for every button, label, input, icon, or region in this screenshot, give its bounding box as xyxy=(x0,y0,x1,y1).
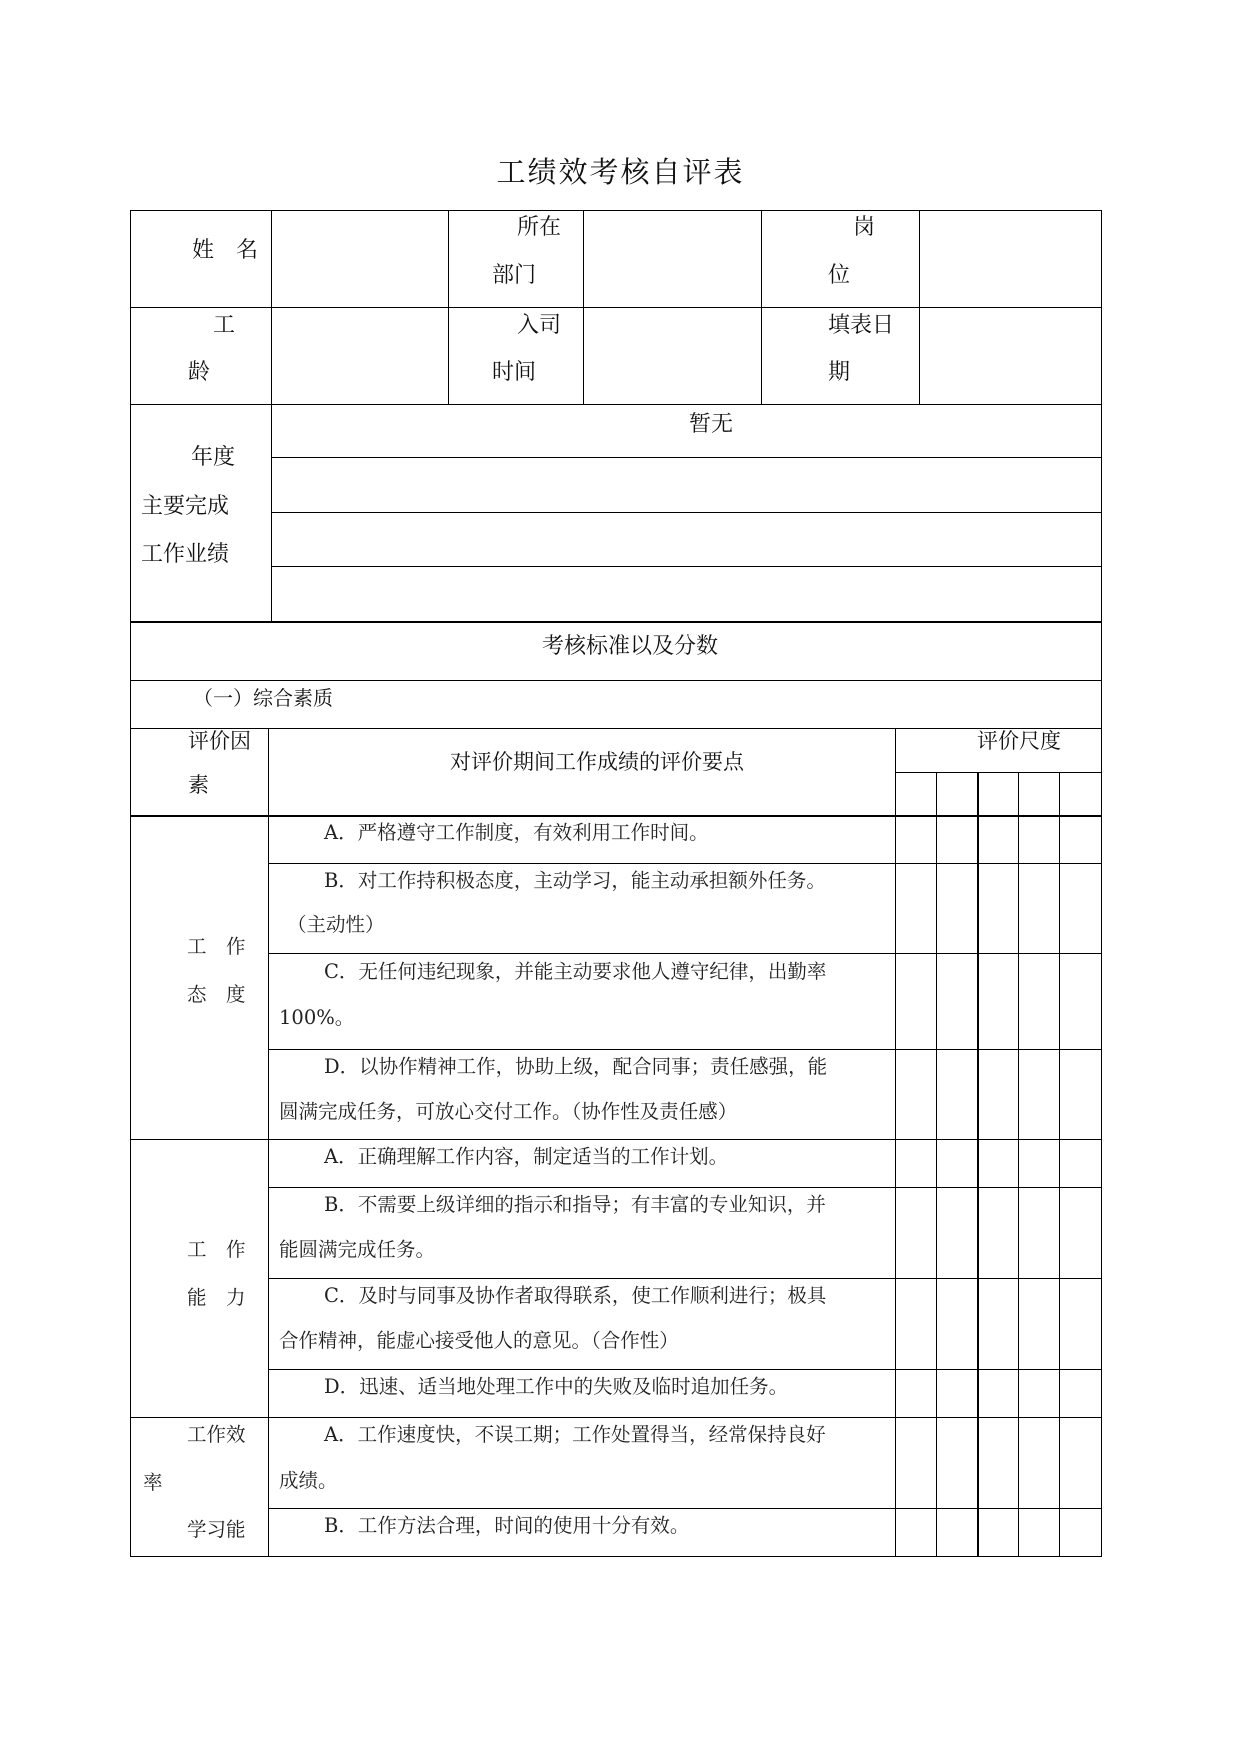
page-title: 工绩效考核自评表 xyxy=(496,155,745,189)
table-border xyxy=(130,621,1102,623)
achievements-label: 工作业绩 xyxy=(141,542,230,567)
group-label: 率 xyxy=(143,1471,163,1494)
seniority-label: 龄 xyxy=(188,360,211,385)
group-label: 工 作 xyxy=(187,1238,246,1261)
fill-date-label: 期 xyxy=(828,360,851,385)
scale-header: 评价尺度 xyxy=(977,729,1061,753)
table-border xyxy=(1059,772,1060,1557)
criterion-text: D．以协作精神工作，协助上级，配合同事；责任感强，能 xyxy=(324,1055,828,1078)
table-border xyxy=(130,728,131,1557)
table-border xyxy=(761,210,762,404)
table-border xyxy=(130,680,1102,681)
table-border xyxy=(448,210,449,404)
table-border xyxy=(895,728,896,1557)
table-border xyxy=(130,1417,1102,1418)
criterion-text: B．不需要上级详细的指示和指导；有丰富的专业知识，并 xyxy=(324,1193,826,1216)
table-border xyxy=(130,815,1102,817)
factor-header: 素 xyxy=(188,773,209,797)
group-label: 学习能 xyxy=(187,1518,246,1541)
achievement-line: 暂无 xyxy=(689,412,734,437)
table-border xyxy=(1101,728,1102,1557)
criterion-text: A．工作速度快，不误工期；工作处置得当，经常保持良好 xyxy=(324,1423,826,1446)
fill-date-label: 填表日 xyxy=(828,313,895,338)
criterion-text: 能圆满完成任务。 xyxy=(279,1238,436,1261)
achievements-label: 主要完成 xyxy=(141,494,230,519)
table-border xyxy=(130,210,1102,211)
department-label: 部门 xyxy=(492,263,537,288)
table-border xyxy=(130,404,1102,405)
table-border xyxy=(130,307,1102,308)
table-border xyxy=(130,728,1102,729)
post-label: 位 xyxy=(828,263,851,288)
criterion-text: 成绩。 xyxy=(279,1469,338,1492)
criterion-text: 圆满完成任务，可放心交付工作。（协作性及责任感） xyxy=(279,1100,738,1123)
standards-heading: 考核标准以及分数 xyxy=(542,634,719,659)
group-label: 态 度 xyxy=(187,983,246,1006)
table-border xyxy=(271,457,1102,458)
table-border xyxy=(1101,210,1102,728)
table-border xyxy=(130,1556,1102,1557)
table-border xyxy=(271,210,272,621)
criterion-text: B．对工作持积极态度，主动学习，能主动承担额外任务。 xyxy=(324,869,826,892)
table-border xyxy=(977,772,979,1557)
criterion-text: 100%。 xyxy=(279,1006,355,1029)
table-border xyxy=(130,210,131,728)
criterion-text: （主动性） xyxy=(287,913,385,936)
points-header: 对评价期间工作成绩的评价要点 xyxy=(450,750,744,774)
table-border xyxy=(895,772,1102,773)
criterion-text: A．严格遵守工作制度，有效利用工作时间。 xyxy=(324,821,709,844)
criterion-text: C．无任何违纪现象，并能主动要求他人遵守纪律，出勤率 xyxy=(324,960,827,983)
seniority-label: 工 xyxy=(213,313,236,338)
join-date-label: 入司 xyxy=(517,313,562,338)
criterion-text: D．迅速、适当地处理工作中的失败及临时追加任务。 xyxy=(324,1375,789,1398)
group-label: 能 力 xyxy=(187,1286,246,1309)
group-label: 工作效 xyxy=(187,1423,246,1446)
criterion-text: A．正确理解工作内容，制定适当的工作计划。 xyxy=(324,1145,729,1168)
criterion-text: B．工作方法合理，时间的使用十分有效。 xyxy=(324,1514,690,1537)
table-border xyxy=(271,566,1102,567)
criterion-text: 合作精神，能虚心接受他人的意见。（合作性） xyxy=(279,1329,679,1352)
department-label: 所在 xyxy=(517,215,562,240)
join-date-label: 时间 xyxy=(492,360,537,385)
factor-header: 评价因 xyxy=(188,729,251,753)
post-label: 岗 xyxy=(853,215,876,240)
table-border xyxy=(583,210,584,404)
table-border xyxy=(1018,772,1019,1557)
criterion-text: C．及时与同事及协作者取得联系，使工作顺利进行；极具 xyxy=(324,1284,827,1307)
name-label: 姓 名 xyxy=(192,238,259,263)
group-label: 工 作 xyxy=(187,935,246,958)
table-border xyxy=(271,512,1102,513)
section-heading: （一）综合素质 xyxy=(193,686,333,710)
table-border xyxy=(130,1139,1102,1140)
table-border xyxy=(919,210,920,404)
table-border xyxy=(268,728,269,1557)
achievements-label: 年度 xyxy=(191,445,236,470)
table-border xyxy=(936,772,937,1557)
